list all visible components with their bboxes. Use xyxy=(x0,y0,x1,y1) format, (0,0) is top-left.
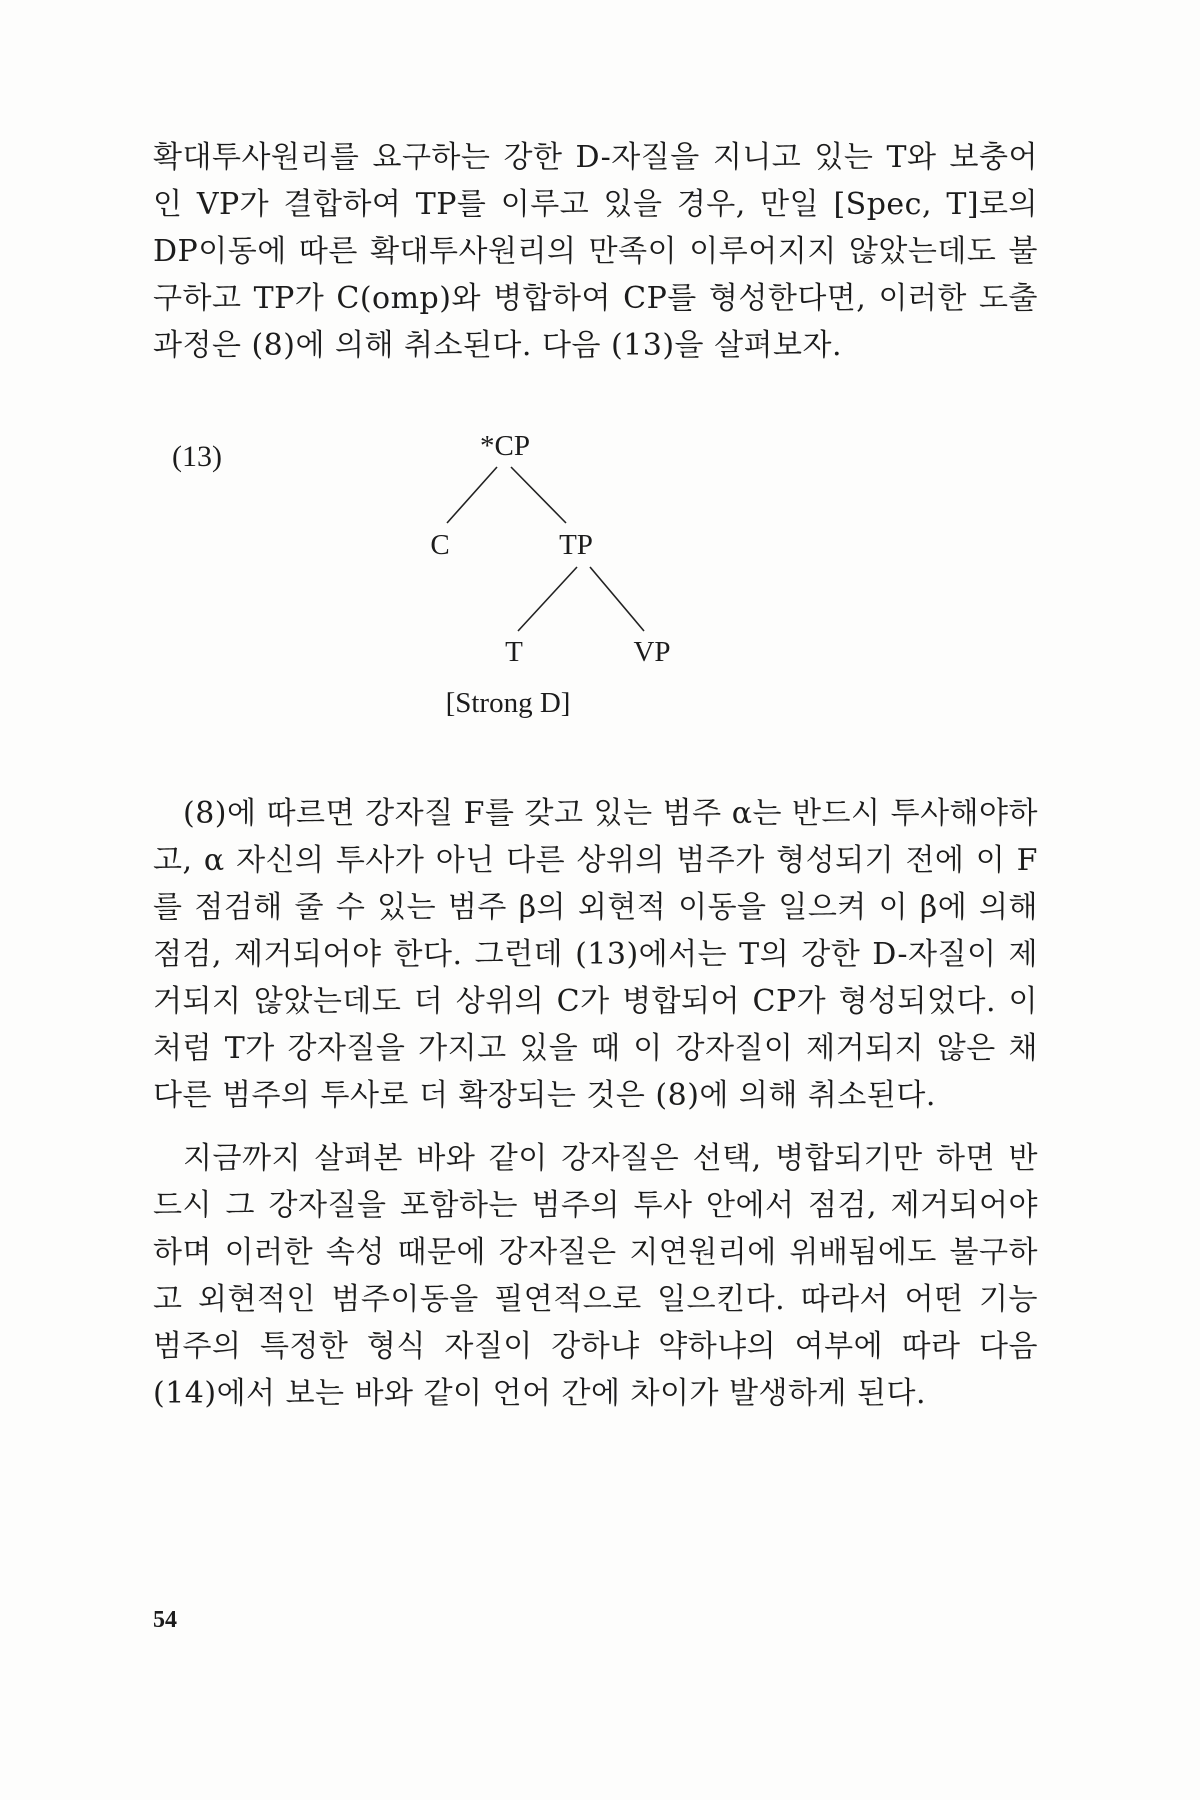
paragraph-conclusion: 지금까지 살펴본 바와 같이 강자질은 선택, 병합되기만 하면 반드시 그 강자질을 포함하는 범주의 투사 안에서 점검, 제거되어야 하며 이러한 속성 때문에 강자질은 지연원리에 위배됨에도 불구하고 외현적인 범주이동을 필연적으로 일으킨다. 따라서 어떤 기능 범주의 특정한 형식 자질이 강하냐 약하냐의 여부에 따라 다음 (14)에서 보는 바와 같이 언어 간에 차이가 발생하게 된다. xyxy=(153,1141,1038,1411)
page-number: 54 xyxy=(153,1607,177,1633)
branch-tp-vp xyxy=(590,567,644,631)
node-vp: VP xyxy=(633,636,671,668)
node-t-feature: [Strong D] xyxy=(445,687,571,719)
node-tp: TP xyxy=(559,529,593,561)
branch-cp-c xyxy=(447,467,497,523)
branch-tp-t xyxy=(518,567,577,631)
paragraph-explanation: (8)에 따르면 강자질 F를 갖고 있는 범주 α는 반드시 투사해야하고, α 자신의 투사가 아닌 다른 상위의 범주가 형성되기 전에 이 F를 점검해 줄 수 있는 범주 β의 외현적 이동을 일으켜 이 β에 의해 점검, 제거되어야 한다. 그런데 (13)에서는 T의 강한 D-자질이 제거되지 않았는데도 더 상위의 C가 병합되어 CP가 형성되었다. 이처럼 T가 강자질을 가지고 있을 때 이 강자질이 제거되지 않은 채 다른 범주의 투사로 더 확장되는 것은 (8)에 의해 취소된다. xyxy=(153,796,1038,1113)
node-c: C xyxy=(430,529,450,561)
paragraph-intro: 확대투사원리를 요구하는 강한 D-자질을 지니고 있는 T와 보충어인 VP가 결합하여 TP를 이루고 있을 경우, 만일 [Spec, T]로의 DP이동에 따른 확대투사원리의 만족이 이루어지지 않았는데도 불구하고 TP가 C(omp)와 병합하여 CP를 형성한다면, 이러한 도출과정은 (8)에 의해 취소된다. 다음 (13)을 살펴보자. xyxy=(153,140,1038,363)
node-cp: *CP xyxy=(480,430,530,462)
node-t: T xyxy=(505,636,523,668)
example-number-label: (13) xyxy=(172,440,222,473)
branch-cp-tp xyxy=(511,467,566,523)
